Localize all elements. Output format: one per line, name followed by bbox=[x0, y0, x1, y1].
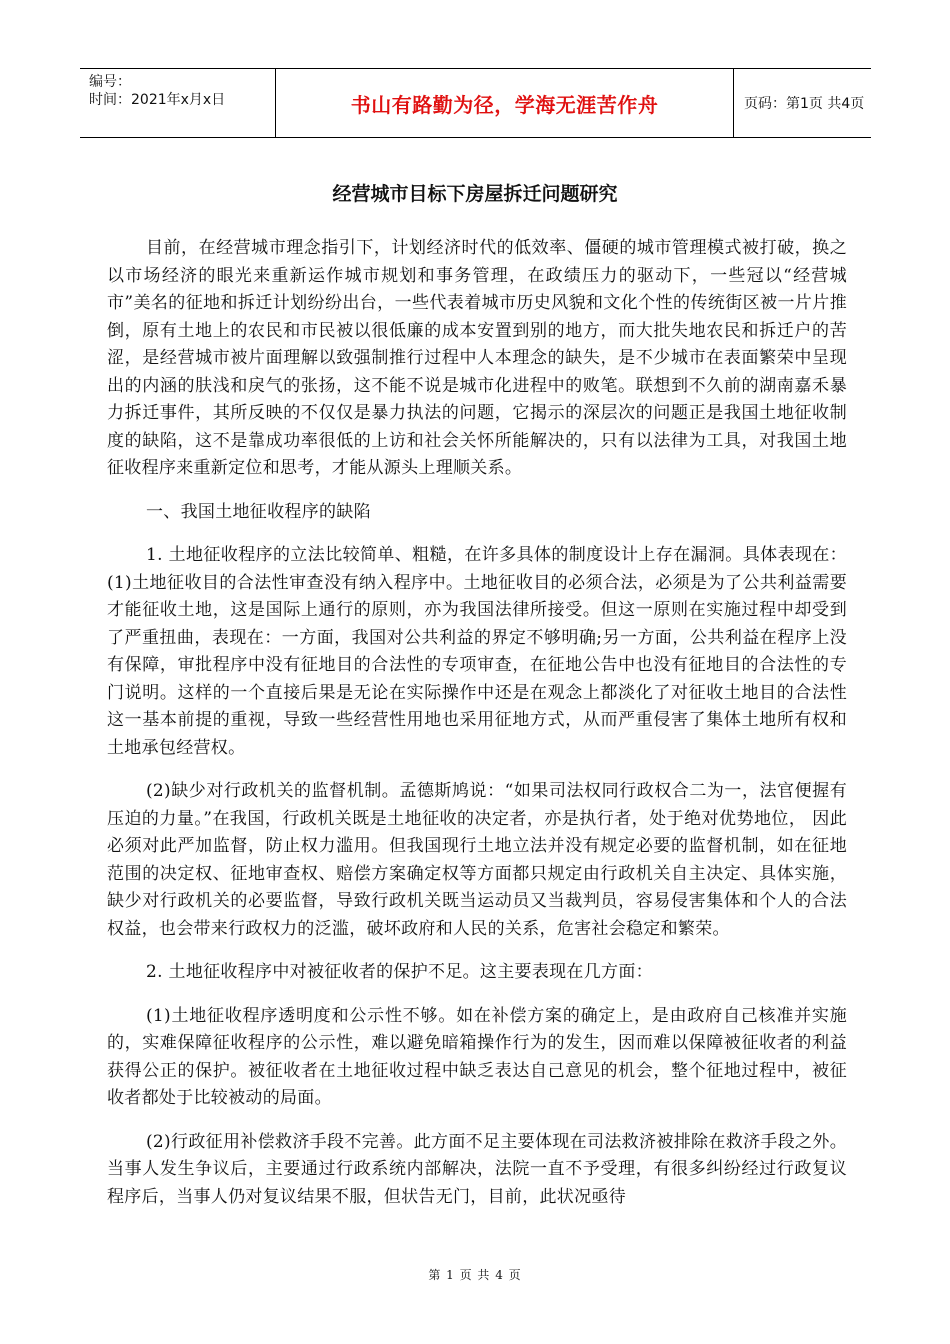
paragraph: (2)缺少对行政机关的监督机制。孟德斯鸠说：“如果司法权同行政权合二为一，法官便握有压迫的力量。”在我国，行政机关既是土地征收的决定者，亦是执行者，处于绝对优势地位， 因此必须对此严加监督，防止权力滥用。但我国现行土地立法并没有规定必要的监督机制，如在征地范围的决定权、征地审查权、赔偿方案确定权等方面都只规定由行政机关自主决定、具体实施，缺少对行政机关的必要监督，导致行政机关既当运动员又当裁判员，容易侵害集体和个人的合法权益，也会带来行政权力的泛滥，破坏政府和人民的关系，危害社会稳定和繁荣。 bbox=[107, 781, 847, 939]
header-table bbox=[80, 68, 871, 138]
motto-text: 书山有路勤为径，学海无涯苦作舟 bbox=[350, 92, 659, 117]
section-heading: 一、我国土地征收程序的缺陷 bbox=[146, 501, 371, 522]
paragraph: 目前，在经营城市理念指引下，计划经济时代的低效率、僵硬的城市管理模式被打破，换之以市场经济的眼光来重新运作城市规划和事务管理，在政绩压力的驱动下，一些冠以“经营城市”美名的征地和拆迁计划纷纷出台，一些代表着城市历史风貌和文化个性的传统街区被一片片推倒，原有土地上的农民和市民被以很低廉的成本安置到别的地方，而大批失地农民和拆迁户的苦涩，是经营城市被片面理解以致强制推行过程中人本理念的缺失，是不少城市在表面繁荣中呈现出的内涵的肤浅和戾气的张扬，这不能不说是城市化进程中的败笔。联想到不久前的湖南嘉禾暴力拆迁事件，其所反映的不仅仅是暴力执法的问题，它揭示的深层次的问题正是我国土地征收制度的缺陷，这不是靠成功率很低的上访和社会关怀所能解决的，只有以法律为工具，对我国土地征收程序来重新定位和思考，才能从源头上理顺关系。 bbox=[107, 238, 847, 478]
page-info: 页码：第1页 共4页 bbox=[744, 96, 865, 112]
number-label: 编号： bbox=[89, 74, 131, 90]
paragraph: (2)行政征用补偿救济手段不完善。此方面不足主要体现在司法救济被排除在救济手段之外。当事人发生争议后，主要通过行政系统内部解决，法院一直不予受理，有很多纠纷经过行政复议程序后，当事人仍对复议结果不服，但状告无门，目前，此状况亟待 bbox=[107, 1131, 847, 1207]
paragraph: 1. 土地征收程序的立法比较简单、粗糙，在许多具体的制度设计上存在漏洞。具体表现在：(1)土地征收目的合法性审查没有纳入程序中。土地征收目的必须合法，必须是为了公共利益需要才能征收土地，这是国际上通行的原则，亦为我国法律所接受。但这一原则在实施过程中却受到了严重扭曲，表现在：一方面，我国对公共利益的界定不够明确;另一方面，公共利益在程序上没有保障，审批程序中没有征地目的合法性的专项审查，在征地公告中也没有征地目的合法性的专门说明。这样的一个直接后果是无论在实际操作中还是在观念上都淡化了对征收土地目的合法性这一基本前提的重视，导致一些经营性用地也采用征地方式，从而严重侵害了集体土地所有权和土地承包经营权。 bbox=[107, 545, 847, 758]
document-body bbox=[107, 235, 847, 1227]
paragraph: 2. 土地征收程序中对被征收者的保护不足。这主要表现在几方面： bbox=[146, 962, 653, 982]
header-page-cell bbox=[734, 69, 871, 137]
paragraph: (1)土地征收程序透明度和公示性不够。如在补偿方案的确定上，是由政府自己核准并实施的，实难保障征收程序的公示性，难以避免暗箱操作行为的发生，因而难以保障被征收者的利益获得公正的保护。被征收者在土地征收过程中缺乏表达自己意见的机会，整个征地过程中，被征收者都处于比较被动的局面。 bbox=[107, 1005, 847, 1108]
header-meta-cell bbox=[80, 69, 276, 137]
header-motto-cell bbox=[276, 69, 734, 137]
page-footer: 第 1 页 共 4 页 bbox=[428, 1268, 522, 1282]
document-title: 经营城市目标下房屋拆迁问题研究 bbox=[332, 183, 618, 205]
date-label: 时间：2021年x月x日 bbox=[89, 92, 226, 108]
